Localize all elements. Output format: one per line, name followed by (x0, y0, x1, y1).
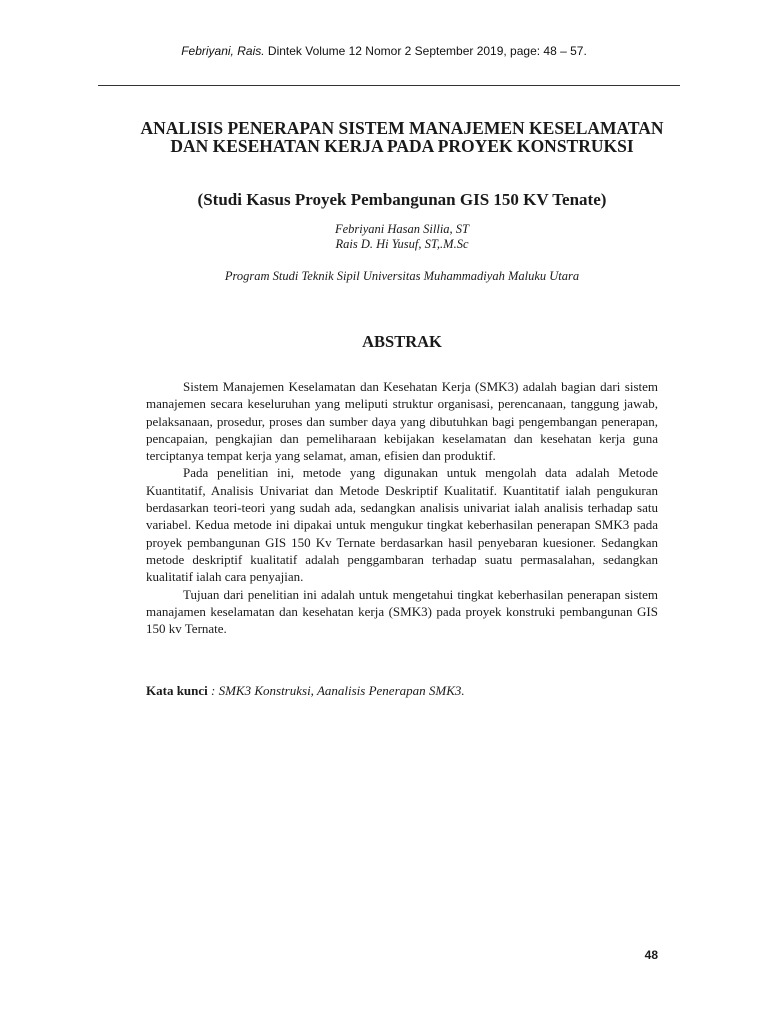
abstract-heading: ABSTRAK (362, 332, 442, 351)
running-header (0, 44, 768, 58)
header-authors: Febriyani, Rais. (181, 44, 265, 58)
header-divider (98, 85, 680, 86)
keywords-value: : SMK3 Konstruksi, Aanalisis Penerapan SMK3. (211, 683, 465, 698)
page-number: 48 (644, 948, 658, 962)
abstract-paragraph: Tujuan dari penelitian ini adalah untuk mengetahui tingkat keberhasilan penerapan sistem manajamen keselamatan dan kesehatan kerja (SMK3) pada proyek konstruki pembangunan GIS 150 kv Ternate. (146, 586, 658, 637)
abstract-paragraph: Pada penelitian ini, metode yang digunakan untuk mengolah data adalah Metode Kuantitatif, Analisis Univariat dan Metode Deskriptif Kualitatif. Kuantitatif ialah pengukuran berdasarkan teori-teori yang sudah ada, sedangkan analisis univariat ialah analisis terhadap satu variabel. Kedua metode ini dipakai untuk mengukur tingkat keberhasilan penerapan SMK3 pada proyek pembangunan GIS 150 Kv Ternate berdasarkan hasil penyebaran kuesioner. Sedangkan metode deskriptif kualitatif adalah penggambaran terhadap suatu permasalahan, sedangkan kualitatif ialah cara penyajian. (146, 465, 658, 585)
author-affiliation: Program Studi Teknik Sipil Universitas Muhammadiyah Maluku Utara (224, 269, 580, 283)
header-citation: Dintek Volume 12 Nomor 2 September 2019, page: 48 – 57. (267, 44, 587, 58)
paper-subtitle: (Studi Kasus Proyek Pembangunan GIS 150 KV Tenate) (197, 190, 607, 209)
keywords-label: Kata kunci (146, 683, 208, 698)
abstract-body (146, 378, 658, 637)
author-list (200, 222, 604, 252)
author-name: Rais D. Hi Yusuf, ST,.M.Sc (335, 237, 469, 251)
abstract-paragraph: Sistem Manajemen Keselamatan dan Kesehatan Kerja (SMK3) adalah bagian dari sistem manajemen secara keseluruhan yang meliputi struktur organisasi, perencanaan, tanggung jawab, pelaksanaan, prosedur, proses dan sumber daya yang dibutuhkan bagi pengembangan penerapan, pencapaian, pengkajian dan pemeliharaan kebijakan keselamatan dan kesehatan kerja guna terciptanya tempat kerja yang selamat, aman, efisien dan produktif. (146, 379, 658, 464)
keywords (146, 683, 658, 699)
author-name: Febriyani Hasan Sillia, ST (334, 222, 470, 236)
paper-title: ANALISIS PENERAPAN SISTEM MANAJEMEN KESELAMATAN DAN KESEHATAN KERJA PADA PROYEK KONSTRUKSI (140, 118, 664, 156)
